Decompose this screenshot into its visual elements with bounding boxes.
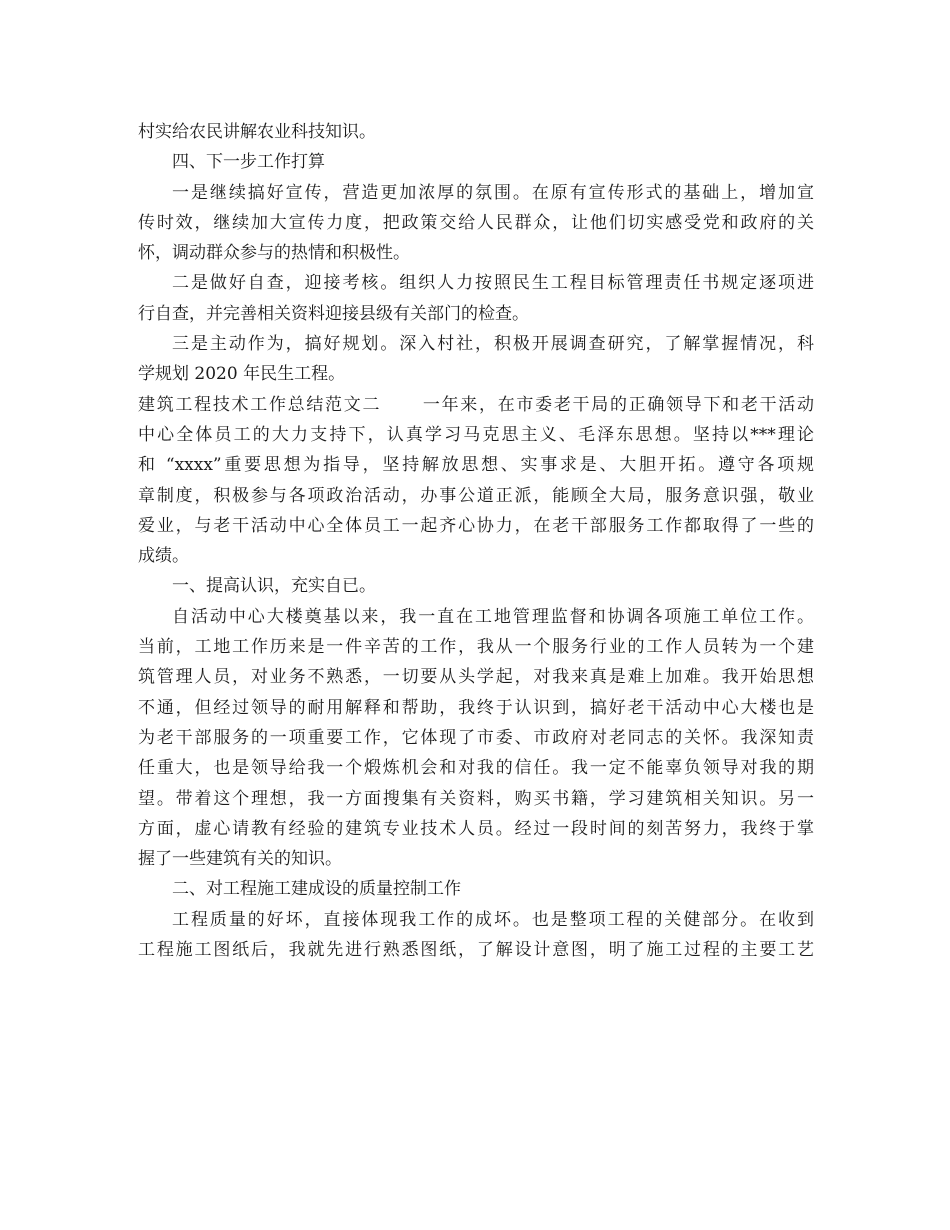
- text-line: 村实给农民讲解农业科技知识。: [138, 122, 376, 142]
- text-line: 传时效，继续加大宣传力度，把政策交给人民群众，让他们切实感受党和政府的关: [138, 212, 814, 233]
- text-line: 自活动中心大楼奠基以来，我一直在工地管理监督和协调各项施工单位工作。: [172, 606, 814, 627]
- text-line: 学规划 2020 年民生工程。: [138, 364, 346, 385]
- text-line: 工程质量的好坏，直接体现我工作的成坏。也是整项工程的关健部分。在收到: [172, 909, 814, 930]
- section-heading: 二、对工程施工建成设的质量控制工作: [172, 879, 461, 900]
- text-line: 中心全体员工的大力支持下，认真学习马克思主义、毛泽东思想。坚持以***理论: [138, 424, 814, 445]
- text-line: 任重大，也是领导给我一个煅炼机会和对我的信任。我一定不能辜负领导对我的期: [138, 758, 814, 779]
- text-line: 当前，工地工作历来是一件辛苦的工作，我从一个服务行业的工作人员转为一个建: [138, 637, 814, 658]
- text-line: 和 “xxxx”重要思想为指导，坚持解放思想、实事求是、大胆开拓。遵守各项规: [138, 455, 814, 476]
- text-line: 望。带着这个理想，我一方面搜集有关资料，购买书籍，学习建筑相关知识。另一: [138, 788, 814, 809]
- text-line: 方面，虚心请教有经验的建筑专业技术人员。经过一段时间的刻苦努力，我终于掌: [138, 818, 814, 839]
- text-line: 成绩。: [138, 546, 189, 567]
- text-line: 一是继续搞好宣传，营造更加浓厚的氛围。在原有宣传形式的基础上，增加宣: [172, 182, 814, 203]
- text-line: 筑管理人员，对业务不熟悉，一切要从头学起，对我来真是难上加难。我开始思想: [138, 667, 814, 688]
- text-line: 二是做好自查，迎接考核。组织人力按照民生工程目标管理责任书规定逐项进: [172, 273, 814, 294]
- text-line: 三是主动作为，搞好规划。深入村社，积极开展调查研究，了解掌握情况，科: [172, 334, 814, 355]
- text-line: 不通，但经过领导的耐用解释和帮助，我终于认识到，搞好老干活动中心大楼也是: [138, 697, 814, 718]
- text-line: 握了一些建筑有关的知识。: [138, 849, 342, 870]
- text-line: 为老干部服务的一项重要工作，它体现了市委、市政府对老同志的关怀。我深知责: [138, 727, 814, 748]
- document-subtitle: 建筑工程技术工作总结范文二: [138, 394, 382, 415]
- text-line: 章制度，积极参与各项政治活动，办事公道正派，能顾全大局，服务意识强，敬业: [138, 485, 814, 506]
- text-line: 行自查，并完善相关资料迎接县级有关部门的检查。: [138, 303, 529, 324]
- section-heading: 四、下一步工作打算: [172, 152, 325, 173]
- text-line: 一年来，在市委老干局的正确领导下和老干活动: [421, 394, 815, 415]
- text-line: 怀，调动群众参与的热情和积极性。: [138, 243, 410, 264]
- text-line: 工程施工图纸后，我就先进行熟悉图纸，了解设计意图，明了施工过程的主要工艺: [138, 940, 814, 961]
- text-line: 爱业，与老干活动中心全体员工一起齐心协力，在老干部服务工作都取得了一些的: [138, 515, 814, 536]
- section-heading: 一、提高认识，充实自已。: [172, 576, 376, 597]
- document-body: [138, 117, 814, 965]
- title-line: [138, 390, 814, 420]
